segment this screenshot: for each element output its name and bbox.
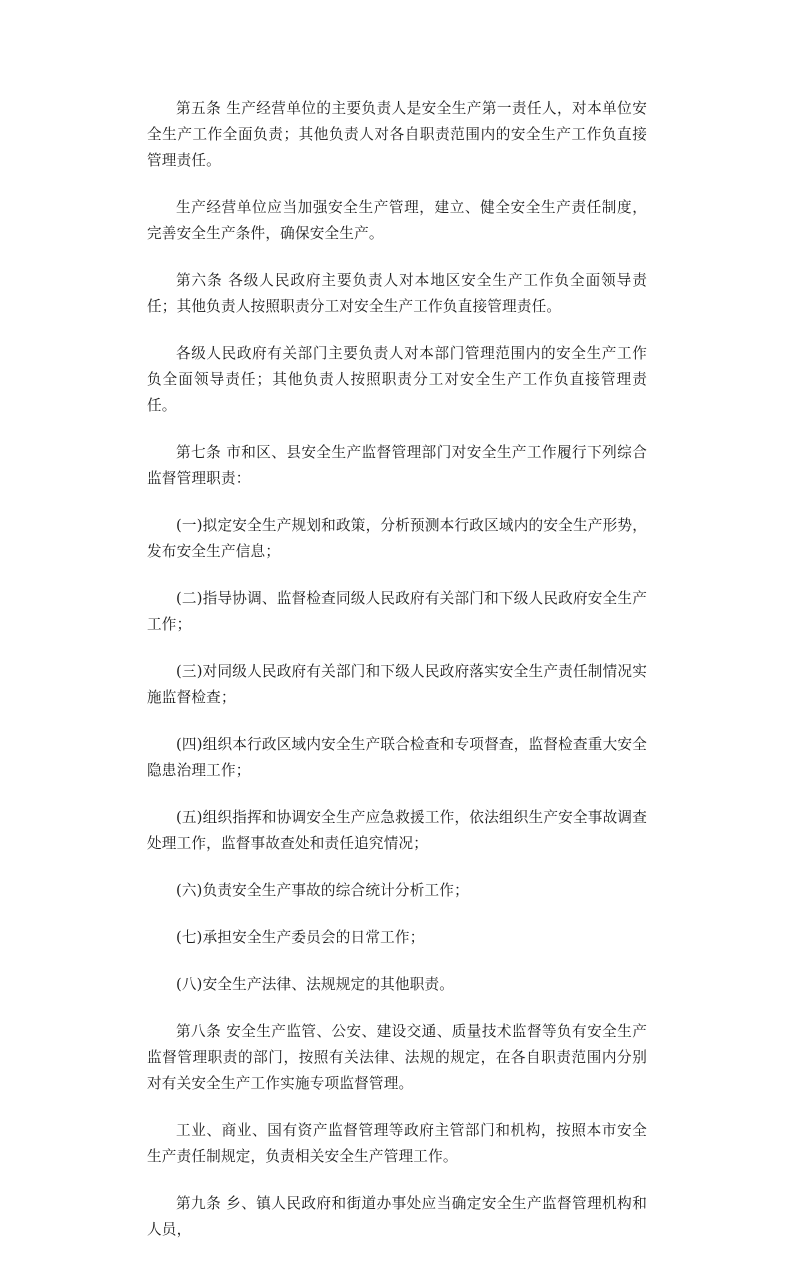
list-item: (一)拟定安全生产规划和政策，分析预测本行政区域内的安全生产形势，发布安全生产信息； <box>147 517 647 560</box>
paragraph-article-9: 第九条 乡、镇人民政府和街道办事处应当确定安全生产监督管理机构和人员， <box>147 1195 647 1238</box>
paragraph-article-6: 第六条 各级人民政府主要负责人对本地区安全生产工作负全面领导责任；其他负责人按照职责分工对安全生产工作负直接管理责任。 <box>147 272 647 315</box>
list-item: (二)指导协调、监督检查同级人民政府有关部门和下级人民政府安全生产工作； <box>147 590 647 633</box>
list-item: (八)安全生产法律、法规规定的其他职责。 <box>176 976 455 993</box>
paragraph-article-7: 第七条 市和区、县安全生产监督管理部门对安全生产工作履行下列综合监督管理职责： <box>147 444 647 487</box>
paragraph-article-8: 第八条 安全生产监管、公安、建设交通、质量技术监督等负有安全生产监督管理职责的部门，按照有关法律、法规的规定，在各自职责范围内分别对有关安全生产工作实施专项监督管理。 <box>147 1023 647 1092</box>
paragraph-article-8-clause-2: 工业、商业、国有资产监督管理等政府主管部门和机构，按照本市安全生产责任制规定，负责相关安全生产管理工作。 <box>147 1122 647 1165</box>
list-item: (三)对同级人民政府有关部门和下级人民政府落实安全生产责任制情况实施监督检查； <box>147 663 647 706</box>
paragraph-article-5: 第五条 生产经营单位的主要负责人是安全生产第一责任人，对本单位安全生产工作全面负责；其他负责人对各自职责范围内的安全生产工作负直接管理责任。 <box>147 100 647 169</box>
paragraph-article-5-clause-2: 生产经营单位应当加强安全生产管理，建立、健全安全生产责任制度，完善安全生产条件，确保安全生产。 <box>147 199 647 242</box>
list-item: (七)承担安全生产委员会的日常工作； <box>176 929 425 946</box>
list-item: (五)组织指挥和协调安全生产应急救援工作，依法组织生产安全事故调查处理工作，监督事故查处和责任追究情况； <box>147 809 647 852</box>
list-item: (四)组织本行政区域内安全生产联合检查和专项督查，监督检查重大安全隐患治理工作； <box>147 736 647 779</box>
list-item: (六)负责安全生产事故的综合统计分析工作； <box>176 882 469 899</box>
document-body <box>147 96 647 1264</box>
paragraph-article-6-clause-2: 各级人民政府有关部门主要负责人对本部门管理范围内的安全生产工作负全面领导责任；其他负责人按照职责分工对安全生产工作负直接管理责任。 <box>147 345 647 414</box>
